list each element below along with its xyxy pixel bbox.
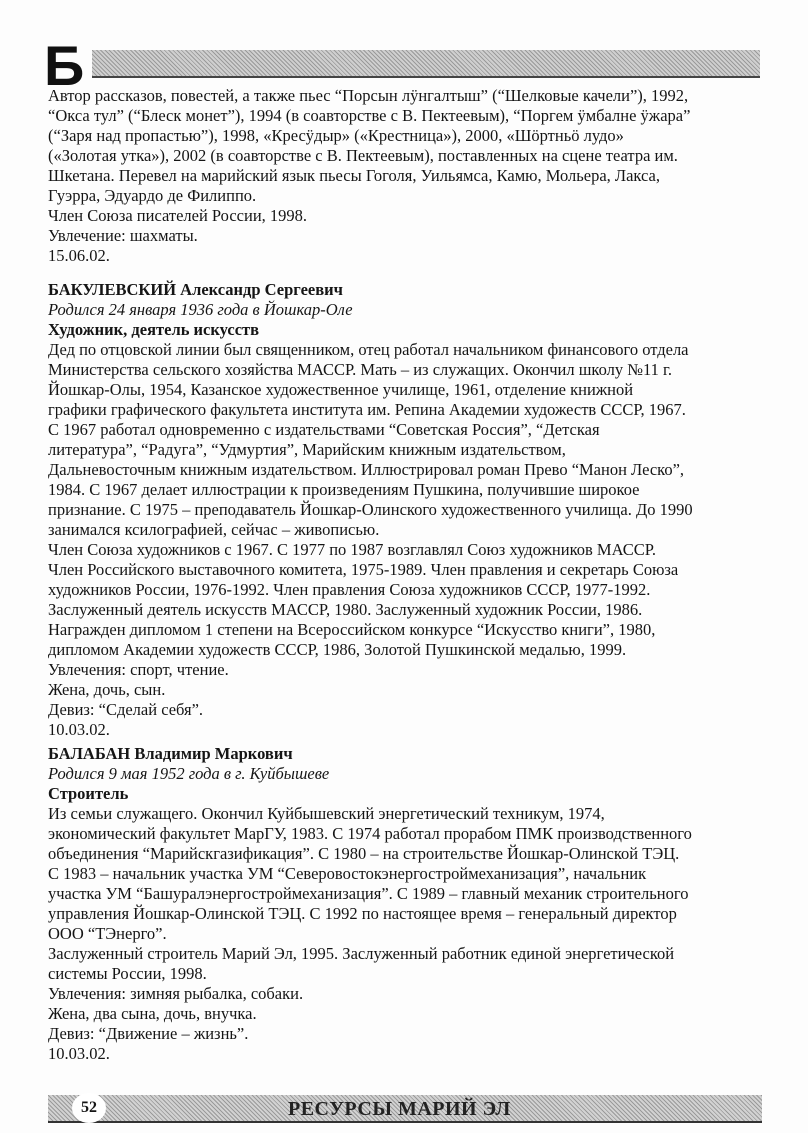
- text-line: экономический факультет МарГУ, 1983. С 1974 работал прорабом ПМК производственного: [48, 824, 692, 843]
- footer-title: РЕСУРСЫ МАРИЙ ЭЛ: [288, 1098, 511, 1120]
- header-bar: [92, 50, 760, 78]
- text-line: художников России, 1976-1992. Член правления Союза художников СССР, 1977-1992.: [48, 580, 651, 599]
- text-line: Член Союза художников с 1967. С 1977 по 1987 возглавлял Союз художников МАССР.: [48, 540, 656, 559]
- text-line: Увлечения: спорт, чтение.: [48, 660, 229, 679]
- text-line: 1984. С 1967 делает иллюстрации к произведениям Пушкина, получившие широкое: [48, 480, 640, 499]
- text-line: Увлечения: зимняя рыбалка, собаки.: [48, 984, 304, 1003]
- page-footer: [48, 1095, 762, 1123]
- birth-info: Родился 24 января 1936 года в Йошкар-Оле: [48, 300, 353, 319]
- text-line: ООО “ТЭнерго”.: [48, 924, 167, 943]
- profession: Художник, деятель искусств: [48, 320, 260, 339]
- text-line: 10.03.02.: [48, 1044, 110, 1063]
- text-line: объединения “Марийскгазификация”. С 1980 – на строительстве Йошкар-Олинской ТЭЦ.: [48, 844, 680, 863]
- text-line: С 1983 – начальник участка УМ “Северовостокэнергостроймеханизация”, начальник: [48, 864, 647, 883]
- text-line: Жена, дочь, сын.: [48, 680, 166, 699]
- text-line: С 1967 работал одновременно с издательствами “Советская Россия”, “Детская: [48, 420, 600, 439]
- text-line: 10.03.02.: [48, 720, 110, 739]
- text-line: Дальневосточным книжным издательством. Иллюстрировал роман Прево “Манон Леско”,: [48, 460, 685, 479]
- text-line: литература”, “Радуга”, “Удмуртия”, Марийским книжным издательством,: [48, 440, 566, 459]
- text-line: Автор рассказов, повестей, а также пьес “Порсын лӱнгалтыш” (“Шелковые качели”), 1992,: [48, 86, 689, 105]
- text-line: Член Российского выставочного комитета, 1975-1989. Член правления и секретарь Союза: [48, 560, 679, 579]
- text-line: системы России, 1998.: [48, 964, 207, 983]
- text-line: Девиз: “Движение – жизнь”.: [48, 1024, 249, 1043]
- text-line: Увлечение: шахматы.: [48, 226, 198, 245]
- text-line: участка УМ “Башуралэнергостроймеханизация”. С 1989 – главный механик строительного: [48, 884, 689, 903]
- text-line: признание. С 1975 – преподаватель Йошкар-Олинского художественного училища. До 1990: [48, 500, 693, 519]
- text-line: (“Заря над пропастью”), 1998, «Кресӱдыр» («Крестница»), 2000, «Шӧртньӧ лудо»: [48, 126, 624, 145]
- text-line: Шкетана. Перевел на марийский язык пьесы Гоголя, Уильямса, Камю, Мольера, Лакса,: [48, 166, 660, 185]
- text-line: дипломом Академии художеств СССР, 1986, Золотой Пушкинской медалью, 1999.: [48, 640, 627, 659]
- text-line: Гуэрра, Эдуардо де Филиппо.: [48, 186, 257, 205]
- text-line: 15.06.02.: [48, 246, 110, 265]
- birth-info: Родился 9 мая 1952 года в г. Куйбышеве: [48, 764, 330, 783]
- section-letter: Б: [44, 34, 85, 97]
- text-line: Заслуженный деятель искусств МАССР, 1980. Заслуженный художник России, 1986.: [48, 600, 643, 619]
- person-name: БАЛАБАН Владимир Маркович: [48, 744, 293, 763]
- intro-text: [48, 86, 778, 266]
- profession: Строитель: [48, 784, 129, 803]
- person-name: БАКУЛЕВСКИЙ Александр Сергеевич: [48, 280, 343, 299]
- text-line: Дед по отцовской линии был священником, отец работал начальником финансового отдела: [48, 340, 689, 359]
- text-line: Жена, два сына, дочь, внучка.: [48, 1004, 257, 1023]
- entry-bakulevsky: [48, 280, 778, 740]
- text-line: “Окса тул” (“Блеск монет”), 1994 (в соавторстве с В. Пектеевым), “Поргем ӱмбалне ӱжара”: [48, 106, 691, 125]
- text-line: Йошкар-Олы, 1954, Казанское художественное училище, 1961, отделение книжной: [48, 380, 634, 399]
- text-line: Из семьи служащего. Окончил Куйбышевский энергетический техникум, 1974,: [48, 804, 605, 823]
- text-line: («Золотая утка»), 2002 (в соавторстве с В. Пектеевым), поставленных на сцене театра им.: [48, 146, 678, 165]
- text-line: Министерства сельского хозяйства МАССР. Мать – из служащих. Окончил школу №11 г.: [48, 360, 673, 379]
- text-line: Награжден дипломом 1 степени на Всероссийском конкурсе “Искусство книги”, 1980,: [48, 620, 656, 639]
- text-line: занимался ксилографией, сейчас – живописью.: [48, 520, 380, 539]
- text-line: Заслуженный строитель Марий Эл, 1995. Заслуженный работник единой энергетической: [48, 944, 675, 963]
- text-line: Член Союза писателей России, 1998.: [48, 206, 308, 225]
- text-line: Девиз: “Сделай себя”.: [48, 700, 204, 719]
- entry-balaban: [48, 744, 778, 1064]
- text-line: управления Йошкар-Олинской ТЭЦ. С 1992 по настоящее время – генеральный директор: [48, 904, 677, 923]
- text-line: графики графического факультета института им. Репина Академии художеств СССР, 1967.: [48, 400, 686, 419]
- page-number: 52: [72, 1093, 106, 1123]
